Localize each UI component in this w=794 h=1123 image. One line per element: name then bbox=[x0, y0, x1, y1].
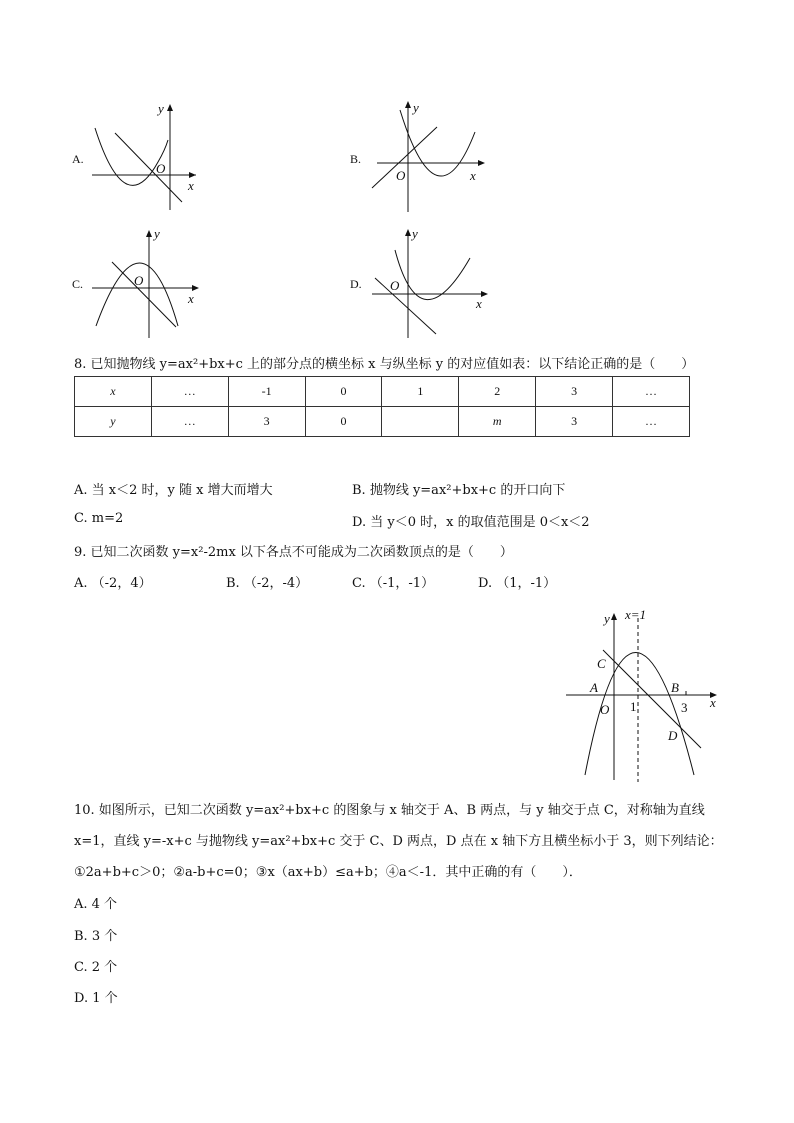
q9-option-c[interactable]: C. （-1，-1） bbox=[352, 576, 435, 591]
q10-line bbox=[603, 650, 701, 748]
table-cell: 3 bbox=[536, 377, 613, 407]
table-cell: 0 bbox=[305, 407, 382, 437]
q10-tick-1-label: 1 bbox=[630, 699, 637, 714]
q10-point-b: B bbox=[671, 680, 679, 695]
table-cell: 1 bbox=[382, 377, 459, 407]
graph-a-x: x bbox=[188, 178, 194, 193]
option-d-label[interactable]: D. bbox=[350, 277, 362, 291]
q10-option-c[interactable]: C. 2 个 bbox=[74, 960, 118, 975]
q10-tick-3-label: 3 bbox=[681, 700, 688, 715]
table-cell: … bbox=[151, 377, 228, 407]
q8-option-a[interactable]: A. 当 x＜2 时，y 随 x 增大而增大 bbox=[74, 483, 273, 498]
table-cell: 3 bbox=[536, 407, 613, 437]
table-cell: y bbox=[75, 407, 152, 437]
table-cell: … bbox=[151, 407, 228, 437]
table-cell: … bbox=[612, 377, 689, 407]
q10-point-o: O bbox=[600, 702, 610, 717]
q10-point-d: D bbox=[668, 728, 678, 743]
q9-stem: 9. 已知二次函数 y=x²-2mx 以下各点不可能成为二次函数顶点的是（ ） bbox=[74, 545, 513, 560]
q8-option-c[interactable]: C. m=2 bbox=[74, 511, 124, 526]
q10-line-1: 10. 如图所示，已知二次函数 y=ax²+bx+c 的图象与 x 轴交于 A、B 两点，与 y 轴交于点 C，对称轴为直线 bbox=[74, 803, 705, 818]
option-b-label[interactable]: B. bbox=[350, 152, 362, 166]
graph-d-o: O bbox=[390, 278, 400, 293]
table-cell: … bbox=[612, 407, 689, 437]
graph-d-y: y bbox=[412, 226, 418, 241]
q10-option-b[interactable]: B. 3 个 bbox=[74, 929, 118, 944]
q10-option-a[interactable]: A. 4 个 bbox=[74, 897, 118, 912]
q9-option-d[interactable]: D. （1，-1） bbox=[478, 576, 557, 591]
q8-option-d[interactable]: D. 当 y＜0 时，x 的取值范围是 0＜x＜2 bbox=[352, 515, 590, 530]
graph-b-y: y bbox=[413, 100, 419, 115]
graph-c-x: x bbox=[188, 291, 194, 306]
table-cell: 2 bbox=[459, 377, 536, 407]
q10-line-2: x=1，直线 y=-x+c 与抛物线 y=ax²+bx+c 交于 C、D 两点，D 点在 x 轴下方且横坐标小于 3，则下列结论： bbox=[74, 834, 723, 849]
q10-point-c: C bbox=[597, 656, 606, 671]
q10-x: x bbox=[710, 695, 716, 710]
graph-b-o: O bbox=[396, 168, 406, 183]
q8-option-b[interactable]: B. 抛物线 y=ax²+bx+c 的开口向下 bbox=[352, 483, 566, 498]
graph-d-x: x bbox=[476, 296, 482, 311]
q10-y: y bbox=[604, 611, 610, 626]
graph-b-x: x bbox=[470, 168, 476, 183]
table-cell: m bbox=[459, 407, 536, 437]
q10-line-3: ①2a+b+c＞0；②a-b+c=0；③x（ax+b）≤a+b；④a＜-1．其中正确的有（ ）． bbox=[74, 865, 582, 880]
table-cell: -1 bbox=[228, 377, 305, 407]
q10-point-a: A bbox=[590, 680, 598, 695]
graph-a-y: y bbox=[158, 101, 164, 116]
q10-option-d[interactable]: D. 1 个 bbox=[74, 991, 118, 1006]
table-cell: 3 bbox=[228, 407, 305, 437]
option-c-label[interactable]: C. bbox=[72, 277, 84, 291]
table-cell: x bbox=[75, 377, 152, 407]
q10-line-label: x=1 bbox=[625, 607, 647, 622]
q9-option-a[interactable]: A. （-2，4） bbox=[74, 576, 152, 591]
graph-c-o: O bbox=[134, 273, 144, 288]
table-cell: 0 bbox=[305, 377, 382, 407]
graph-c-y: y bbox=[154, 226, 160, 241]
option-a-label[interactable]: A. bbox=[72, 152, 84, 166]
q8-stem: 8. 已知抛物线 y=ax²+bx+c 上的部分点的横坐标 x 与纵坐标 y 的对应值如表：以下结论正确的是（ ） bbox=[74, 357, 695, 372]
q9-option-b[interactable]: B. （-2，-4） bbox=[226, 576, 309, 591]
graph-a-o: O bbox=[156, 161, 166, 176]
